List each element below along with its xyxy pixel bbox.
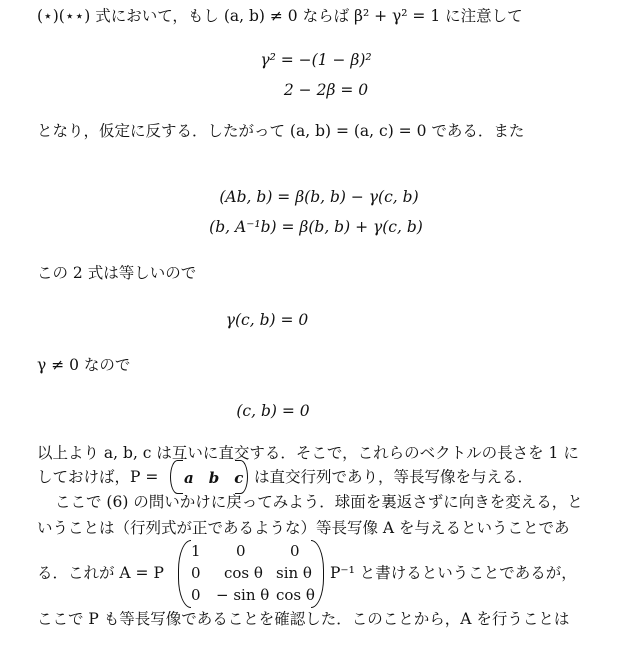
equation-gamma-squared: γ² = −(1 − β)² (260, 51, 372, 69)
text-line-equal: この 2 式は等しいので (37, 264, 197, 282)
text-line-p-isometry: ここで P も等長写像であることを確認した．このことから，A を行うことは (37, 610, 570, 628)
equation-two-minus-two-beta: 2 − 2β = 0 (283, 81, 369, 99)
rotation-matrix (178, 540, 324, 608)
rotation-matrix-r2c3: sin θ (276, 564, 312, 582)
text-line-isometry: は直交行列であり，等長写像を与える． (254, 468, 534, 486)
equation-ab-b: (Ab, b) = β(b, b) − γ(c, b) (219, 188, 419, 206)
rotation-matrix-r1c1: 1 (191, 542, 201, 560)
text-line-set-p: しておけば，P = (37, 468, 159, 486)
rotation-matrix-r3c2: − sin θ (216, 586, 270, 604)
text-line-p-inverse: P⁻¹ と書けるということであるが， (330, 564, 577, 582)
rotation-matrix-r2c2: cos θ (224, 564, 263, 582)
matrix-abc-content: a b c (184, 469, 244, 487)
rotation-matrix-r3c3: cos θ (276, 586, 315, 604)
matrix-abc (170, 460, 248, 494)
equation-cb: (c, b) = 0 (236, 402, 310, 420)
text-line-gamma-nonzero: γ ≠ 0 なので (37, 356, 131, 374)
rotation-matrix-right-paren (311, 540, 324, 608)
text-line-question: ここで (6) の問いかけに戻ってみよう．球面を裏返さずに向きを変える，と (55, 493, 583, 511)
text-line-contradiction: となり，仮定に反する．したがって (a, b) = (a, c) = 0 である．また (37, 122, 525, 140)
text-line-intro: (⋆)(⋆⋆) 式において，もし (a, b) ≠ 0 ならば β² + γ² = 1 に注意して (37, 7, 523, 25)
rotation-matrix-r1c3: 0 (290, 542, 300, 560)
rotation-matrix-r3c1: 0 (191, 586, 201, 604)
text-line-a-equals: る．これが A = P (37, 564, 164, 582)
matrix-abc-right-paren (235, 460, 248, 494)
rotation-matrix-left-paren (178, 540, 191, 608)
equation-b-ainv-b: (b, A⁻¹b) = β(b, b) + γ(c, b) (209, 218, 423, 236)
equation-gamma-cb: γ(c, b) = 0 (225, 311, 309, 329)
rotation-matrix-r1c2: 0 (236, 542, 246, 560)
text-line-orthogonal: 以上より a, b, c は互いに直交する．そこで，これらのベクトルの長さを 1 に (37, 444, 579, 462)
matrix-abc-left-paren (170, 460, 183, 494)
rotation-matrix-r2c1: 0 (191, 564, 201, 582)
text-line-determinant: いうことは（行列式が正であるような）等長写像 A を与えるということであ (37, 519, 570, 537)
